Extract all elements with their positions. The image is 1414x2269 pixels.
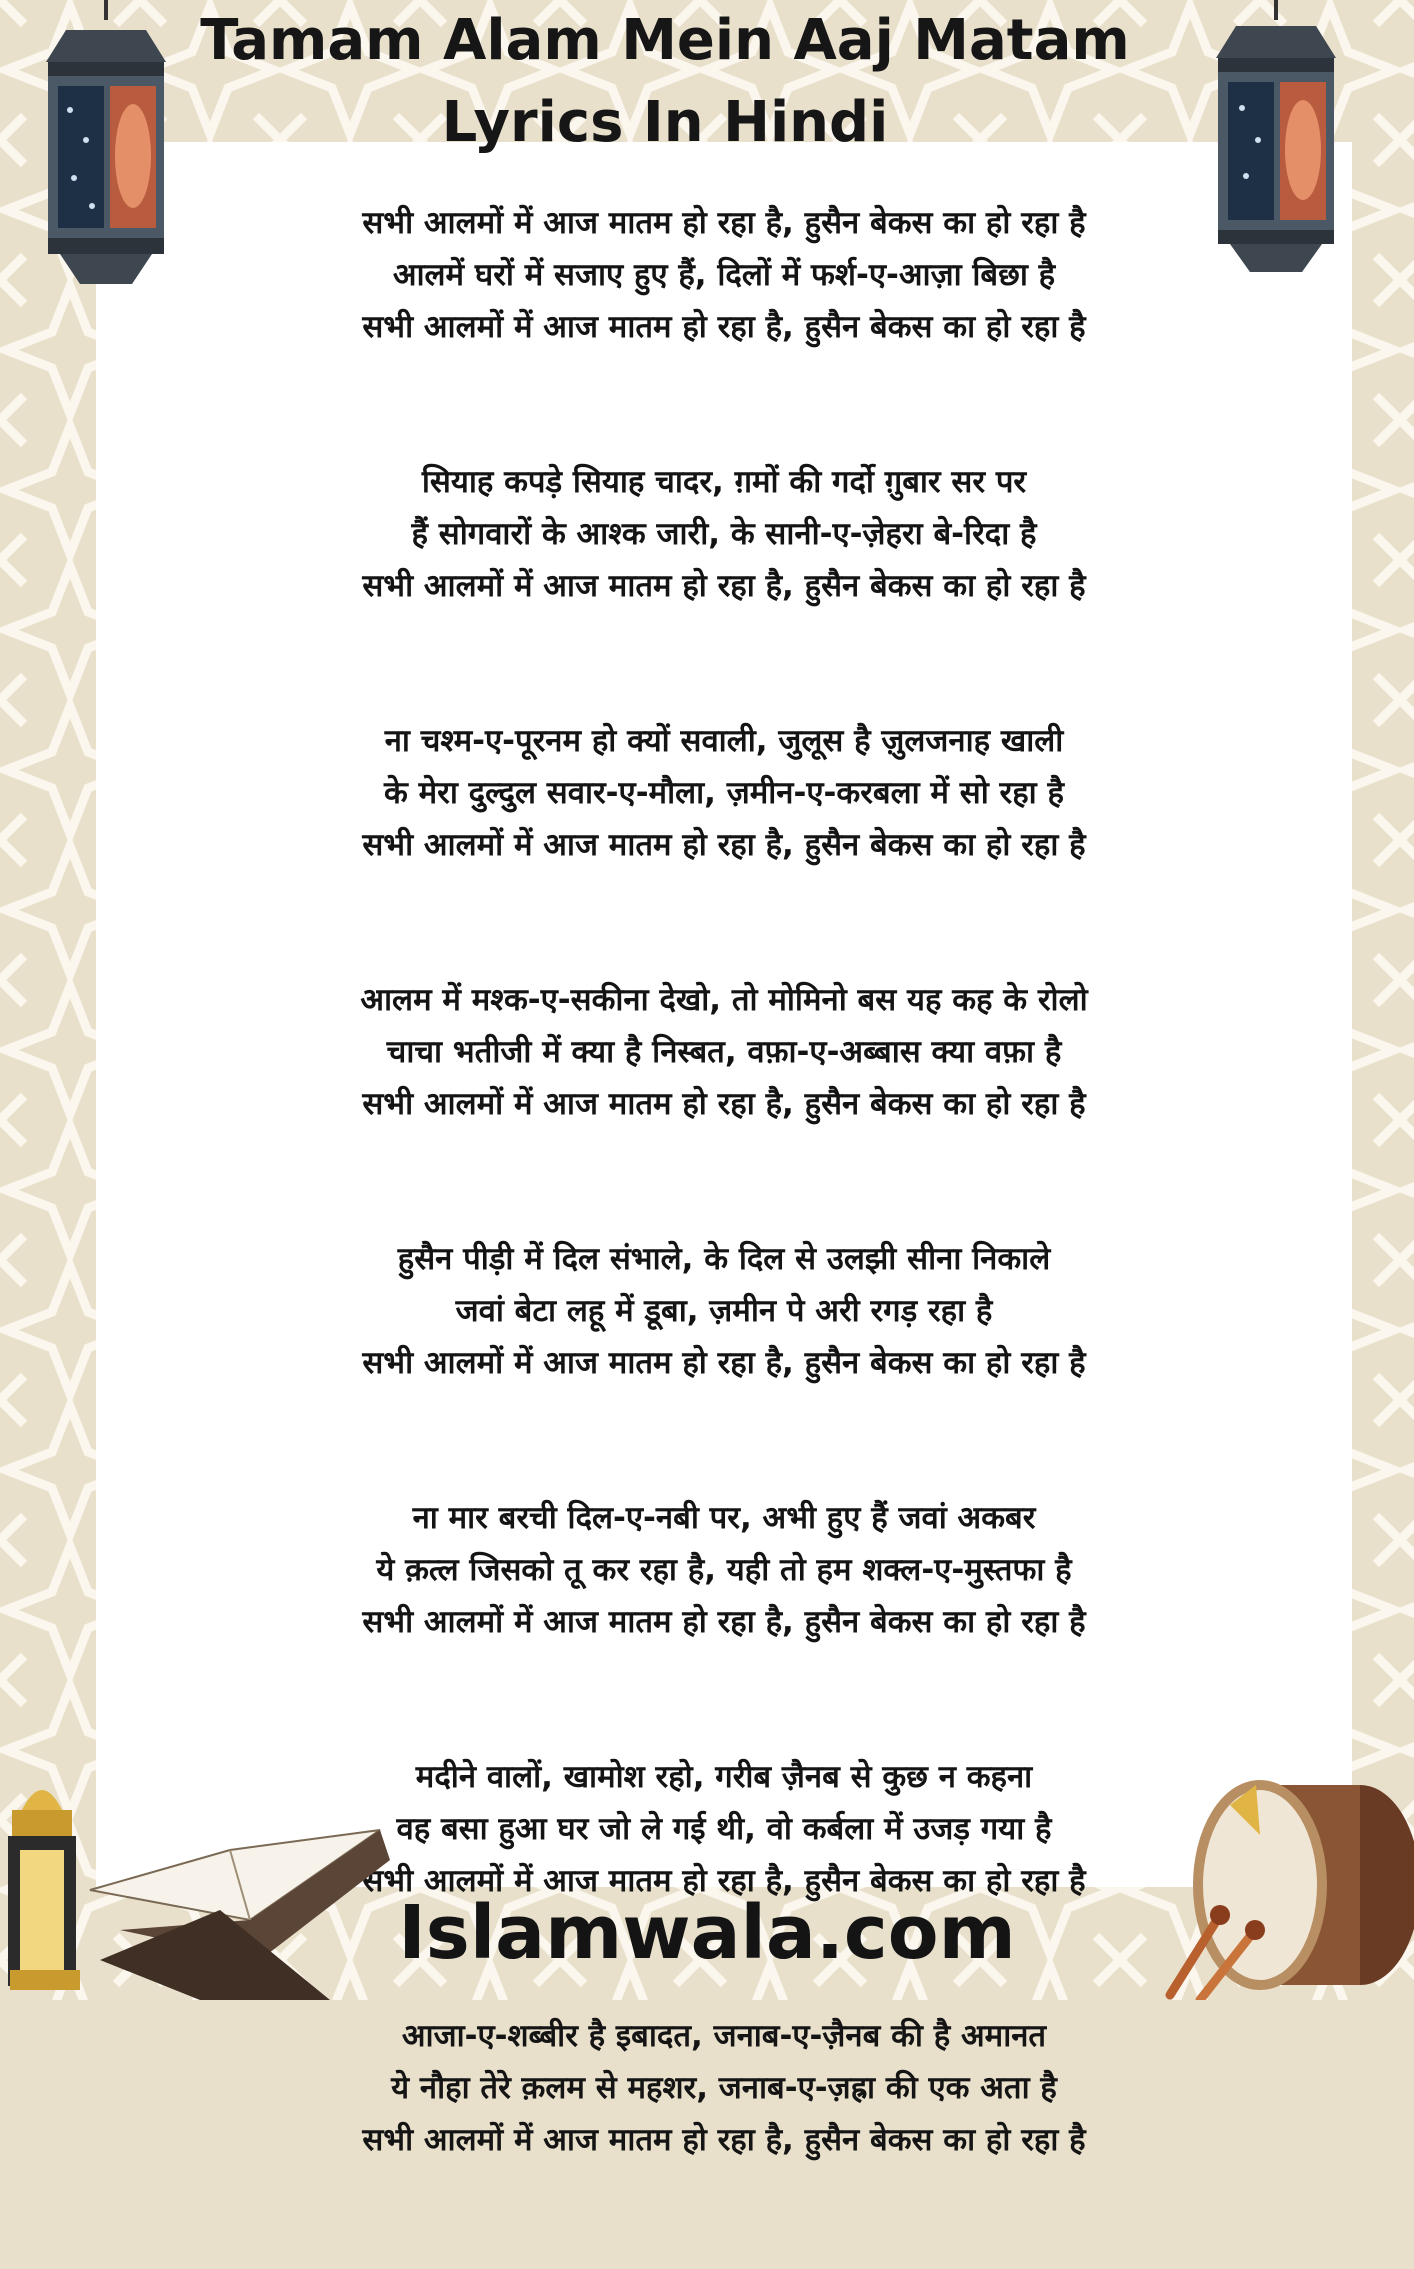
stanza-6 — [96, 1492, 1352, 1648]
page-title — [150, 0, 1180, 164]
stanza-3 — [96, 715, 1352, 871]
lyric-line: वह बसा हुआ घर जो ले गई थी, वो कर्बला में उजड़ गया है — [396, 1811, 1052, 1847]
lyric-line: ना चश्म-ए-पूरनम हो क्यों सवाली, जुलूस है ज़ुलजनाह खाली — [384, 723, 1064, 759]
lyric-line: मदीने वालों, खामोश रहो, गरीब ज़ैनब से कुछ न कहना — [415, 1759, 1033, 1795]
lyric-line: सभी आलमों में आज मातम हो रहा है, हुसैन बेकस का हो रहा है — [362, 205, 1086, 241]
stanza-1 — [96, 197, 1352, 353]
lyric-line: हैं सोगवारों के आश्क जारी, के सानी-ए-ज़ेहरा बे-रिदा है — [411, 516, 1037, 552]
title-line-1: Tamam Alam Mein Aaj Matam — [200, 8, 1130, 73]
lyric-line: ये नौहा तेरे क़लम से महशर, जनाब-ए-ज़ह्रा की एक अता है — [391, 2070, 1057, 2106]
lyric-line: सभी आलमों में आज मातम हो रहा है, हुसैन बेकस का हो रहा है — [362, 568, 1086, 604]
lyric-line: चाचा भतीजी में क्या है निस्बत, वफ़ा-ए-अब्बास क्या वफ़ा है — [386, 1034, 1062, 1070]
stanza-5 — [96, 1233, 1352, 1389]
stanza-2 — [96, 456, 1352, 612]
lyric-line: सभी आलमों में आज मातम हो रहा है, हुसैन बेकस का हो रहा है — [362, 1086, 1086, 1122]
site-footer: Islamwala.com — [398, 1890, 1016, 1976]
lyric-line: ये क़त्ल जिसको तू कर रहा है, यही तो हम शक्ल-ए-मुस्तफा है — [376, 1552, 1072, 1588]
lyric-line: आजा-ए-शब्बीर है इबादत, जनाब-ए-ज़ैनब की है अमानत — [401, 2018, 1047, 2054]
lyric-line: आलम में मश्क-ए-सकीना देखो, तो मोमिनो बस यह कह के रोलो — [360, 982, 1088, 1018]
lyric-line: सभी आलमों में आज मातम हो रहा है, हुसैन बेकस का हो रहा है — [362, 827, 1086, 863]
stanza-8 — [96, 2010, 1352, 2166]
lyric-line: आलमें घरों में सजाए हुए हैं, दिलों में फर्श-ए-आज़ा बिछा है — [392, 257, 1056, 293]
stanza-4 — [96, 974, 1352, 1130]
lyric-line: ना मार बरची दिल-ए-नबी पर, अभी हुए हैं जवां अकबर — [412, 1500, 1036, 1536]
lyric-line: सभी आलमों में आज मातम हो रहा है, हुसैन बेकस का हो रहा है — [362, 1604, 1086, 1640]
lyric-line: सभी आलमों में आज मातम हो रहा है, हुसैन बेकस का हो रहा है — [362, 1863, 1086, 1899]
lyric-line: सभी आलमों में आज मातम हो रहा है, हुसैन बेकस का हो रहा है — [362, 2122, 1086, 2158]
lyric-line: सभी आलमों में आज मातम हो रहा है, हुसैन बेकस का हो रहा है — [362, 1345, 1086, 1381]
lyric-line: जवां बेटा लहू में डूबा, ज़मीन पे अरी रगड़ रहा है — [455, 1293, 993, 1329]
drum-icon — [1160, 1765, 1414, 2000]
lyric-line: के मेरा दुल्दुल सवार-ए-मौला, ज़मीन-ए-करबला में सो रहा है — [384, 775, 1064, 811]
lyric-line: सभी आलमों में आज मातम हो रहा है, हुसैन बेकस का हो रहा है — [362, 309, 1086, 345]
lyric-line: हुसैन पीड़ी में दिल संभाले, के दिल से उलझी सीना निकाले — [397, 1241, 1051, 1277]
lyric-line: सियाह कपड़े सियाह चादर, ग़मों की गर्दो ग़ुबार सर पर — [421, 464, 1027, 500]
title-line-2: Lyrics In Hindi — [441, 90, 889, 155]
